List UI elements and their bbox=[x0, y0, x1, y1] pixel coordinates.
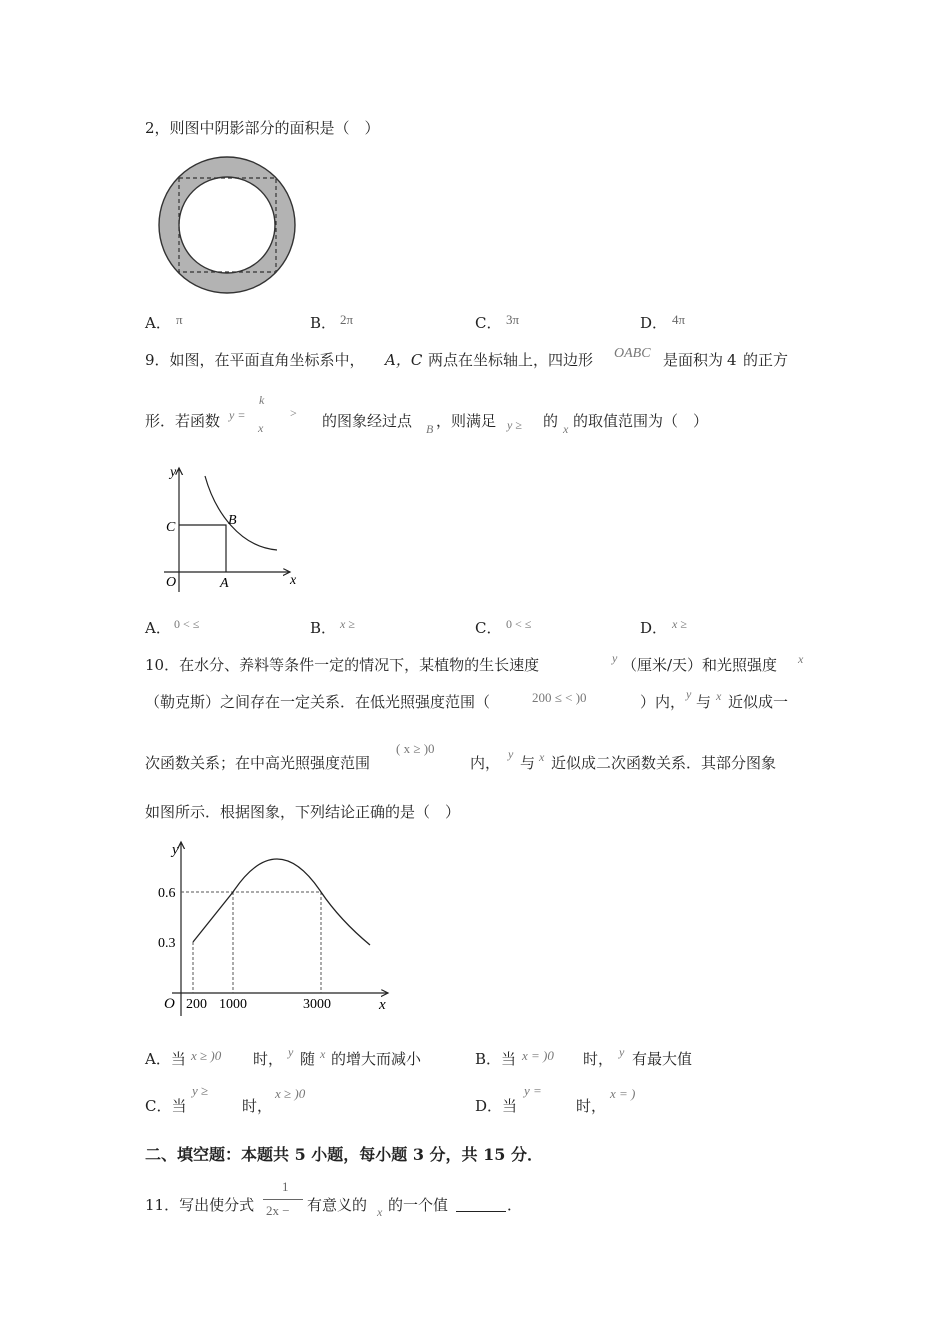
ring-square-figure bbox=[158, 158, 298, 298]
inner-circle bbox=[179, 177, 275, 273]
q10-text-2b: ）内， bbox=[640, 693, 686, 711]
q9-math-x: x bbox=[258, 421, 264, 435]
q2-option-a-label: A． bbox=[145, 314, 171, 332]
q10-option-b-math: x = )0 bbox=[522, 1048, 554, 1063]
q10-parabola bbox=[233, 859, 370, 945]
q10-text-3d: 近似成二次函数关系．其部分图象 bbox=[551, 754, 777, 772]
q9-math-oabc: OABC bbox=[614, 346, 651, 361]
q9-text-1num: 4 bbox=[727, 351, 737, 369]
q9-text-1b: A，C bbox=[385, 351, 423, 369]
q10-option-c-label: C．当 bbox=[145, 1097, 187, 1115]
q2-option-a-value: π bbox=[176, 312, 183, 327]
q10-text-2a: （勒克斯）之间存在一定关系．在低光照强度范围（ bbox=[145, 693, 491, 711]
q9-option-d-label: D． bbox=[640, 619, 668, 637]
q9-math-b: B bbox=[426, 422, 434, 436]
q10-xtick-200: 200 bbox=[186, 997, 207, 1012]
q9-text-1c: 两点在坐标轴上，四边形 bbox=[428, 351, 594, 369]
q10-option-a-y: y bbox=[288, 1045, 294, 1059]
q9-option-d-value: x ≥ bbox=[672, 617, 687, 631]
q11-math-x: x bbox=[377, 1205, 383, 1219]
q9-text-1d: 是面积为 bbox=[663, 351, 724, 369]
q10-option-a-x: x bbox=[320, 1047, 326, 1061]
q10-math-range-high: ( x ≥ )0 bbox=[396, 741, 435, 756]
q10-option-b-label: B．当 bbox=[475, 1050, 517, 1068]
q10-label-x: x bbox=[379, 997, 386, 1013]
q9-graph bbox=[160, 462, 300, 597]
q10-math-x3: x bbox=[539, 750, 545, 764]
q10-ytick-06: 0.6 bbox=[158, 886, 176, 901]
q9-text-2b: 的图象经过点 bbox=[322, 412, 413, 430]
q2-option-c-label: C． bbox=[475, 314, 502, 332]
q9-math-gt: > bbox=[290, 406, 297, 420]
q10-label-y: y bbox=[172, 842, 179, 858]
q10-math-y1: y bbox=[612, 651, 618, 665]
q9-option-c-label: C． bbox=[475, 619, 502, 637]
q10-text-3a: 次函数关系；在中高光照强度范围 bbox=[145, 754, 371, 772]
q2-option-b-value: 2π bbox=[340, 312, 354, 327]
q10-graph bbox=[150, 838, 400, 1018]
q10-math-x1: x bbox=[798, 652, 804, 666]
q11-answer-blank[interactable] bbox=[456, 1211, 506, 1212]
q10-math-range-low: 200 ≤ < )0 bbox=[532, 690, 587, 705]
q11-fraction-bar bbox=[263, 1199, 303, 1200]
q10-ytick-03: 0.3 bbox=[158, 936, 176, 951]
q2-option-c-value: 3π bbox=[506, 312, 520, 327]
q9-square-edges bbox=[179, 525, 226, 572]
q2-stem: 2，则图中阴影部分的面积是（ ） bbox=[145, 119, 380, 137]
q9-text-2e: 的取值范围为（ ） bbox=[573, 412, 709, 430]
q10-option-b-t1: 时， bbox=[583, 1050, 614, 1068]
q2-option-d-label: D． bbox=[640, 314, 668, 332]
q10-xtick-1000: 1000 bbox=[219, 997, 247, 1012]
q10-text-2d: 近似成一 bbox=[728, 693, 789, 711]
q9-math-xv: x bbox=[563, 422, 569, 436]
q9-label-x: x bbox=[290, 573, 297, 588]
q9-label-b: B bbox=[228, 513, 237, 528]
q10-option-c-t1: 时， bbox=[242, 1097, 273, 1115]
q10-option-a-t1: 时， bbox=[253, 1050, 284, 1068]
q9-math-y: y = bbox=[229, 408, 246, 422]
q10-option-d-math1: y = bbox=[524, 1083, 542, 1098]
q10-text-3c: 与 bbox=[520, 754, 536, 772]
q9-option-a-value: 0 < ≤ bbox=[174, 617, 200, 631]
q10-label-o: O bbox=[164, 996, 175, 1012]
q9-text-1a: 9．如图，在平面直角坐标系中， bbox=[145, 351, 365, 369]
q9-hyperbola bbox=[205, 476, 277, 550]
q9-math-k: k bbox=[259, 393, 265, 407]
q2-option-b-label: B． bbox=[310, 314, 337, 332]
q10-math-y3: y bbox=[508, 747, 514, 761]
q10-option-c-math1: y ≥ bbox=[192, 1083, 209, 1098]
q11-text-b: 有意义的 bbox=[307, 1196, 368, 1214]
q11-text-d: ． bbox=[507, 1196, 523, 1214]
q10-option-a-label: A．当 bbox=[145, 1050, 186, 1068]
q9-option-c-value: 0 < ≤ bbox=[506, 617, 532, 631]
q9-label-c: C bbox=[166, 520, 176, 535]
q10-option-a-t2: 随 bbox=[300, 1050, 316, 1068]
q9-math-ygeq: y ≥ bbox=[507, 418, 522, 432]
q11-fraction-num: 1 bbox=[282, 1179, 289, 1194]
q10-text-1b: （厘米/天）和光照强度 bbox=[622, 656, 778, 674]
q11-fraction-den: 2x − bbox=[266, 1203, 290, 1218]
q2-option-d-value: 4π bbox=[672, 312, 686, 327]
q9-option-b-value: x ≥ bbox=[340, 617, 355, 631]
q9-option-b-label: B． bbox=[310, 619, 337, 637]
q10-option-d-label: D．当 bbox=[475, 1097, 518, 1115]
q10-option-a-t3: 的增大而减小 bbox=[331, 1050, 422, 1068]
q10-option-c-math2: x ≥ )0 bbox=[275, 1086, 306, 1101]
section-2-title: 二、填空题：本题共 5 小题，每小题 3 分，共 15 分． bbox=[145, 1145, 543, 1164]
q9-label-o: O bbox=[166, 575, 177, 590]
q9-label-y: y bbox=[170, 465, 177, 480]
q9-text-2d: 的 bbox=[543, 412, 559, 430]
q10-linear-segment bbox=[193, 892, 233, 942]
q10-math-x2: x bbox=[716, 689, 722, 703]
q11-text-a: 11．写出使分式 bbox=[145, 1196, 255, 1214]
q10-text-2c: 与 bbox=[696, 693, 712, 711]
q10-option-d-t1: 时， bbox=[576, 1097, 607, 1115]
q10-option-b-t2: 有最大值 bbox=[632, 1050, 693, 1068]
q10-xtick-3000: 3000 bbox=[303, 997, 331, 1012]
q9-text-2c: ，则满足 bbox=[436, 412, 497, 430]
q10-option-a-math: x ≥ )0 bbox=[191, 1048, 222, 1063]
q10-option-b-y: y bbox=[619, 1045, 625, 1059]
q10-math-y2: y bbox=[686, 687, 692, 701]
q10-option-d-math2: x = ) bbox=[610, 1086, 636, 1101]
q11-text-c: 的一个值 bbox=[388, 1196, 449, 1214]
q10-text-3b: 内， bbox=[470, 754, 501, 772]
q9-option-a-label: A． bbox=[145, 619, 171, 637]
q9-text-1e: 的正方 bbox=[743, 351, 789, 369]
q10-text-1a: 10．在水分、养料等条件一定的情况下，某植物的生长速度 bbox=[145, 656, 540, 674]
q10-text-4: 如图所示．根据图象，下列结论正确的是（ ） bbox=[145, 803, 461, 821]
q9-label-a: A bbox=[220, 576, 229, 591]
q9-text-2a: 形．若函数 bbox=[145, 412, 221, 430]
